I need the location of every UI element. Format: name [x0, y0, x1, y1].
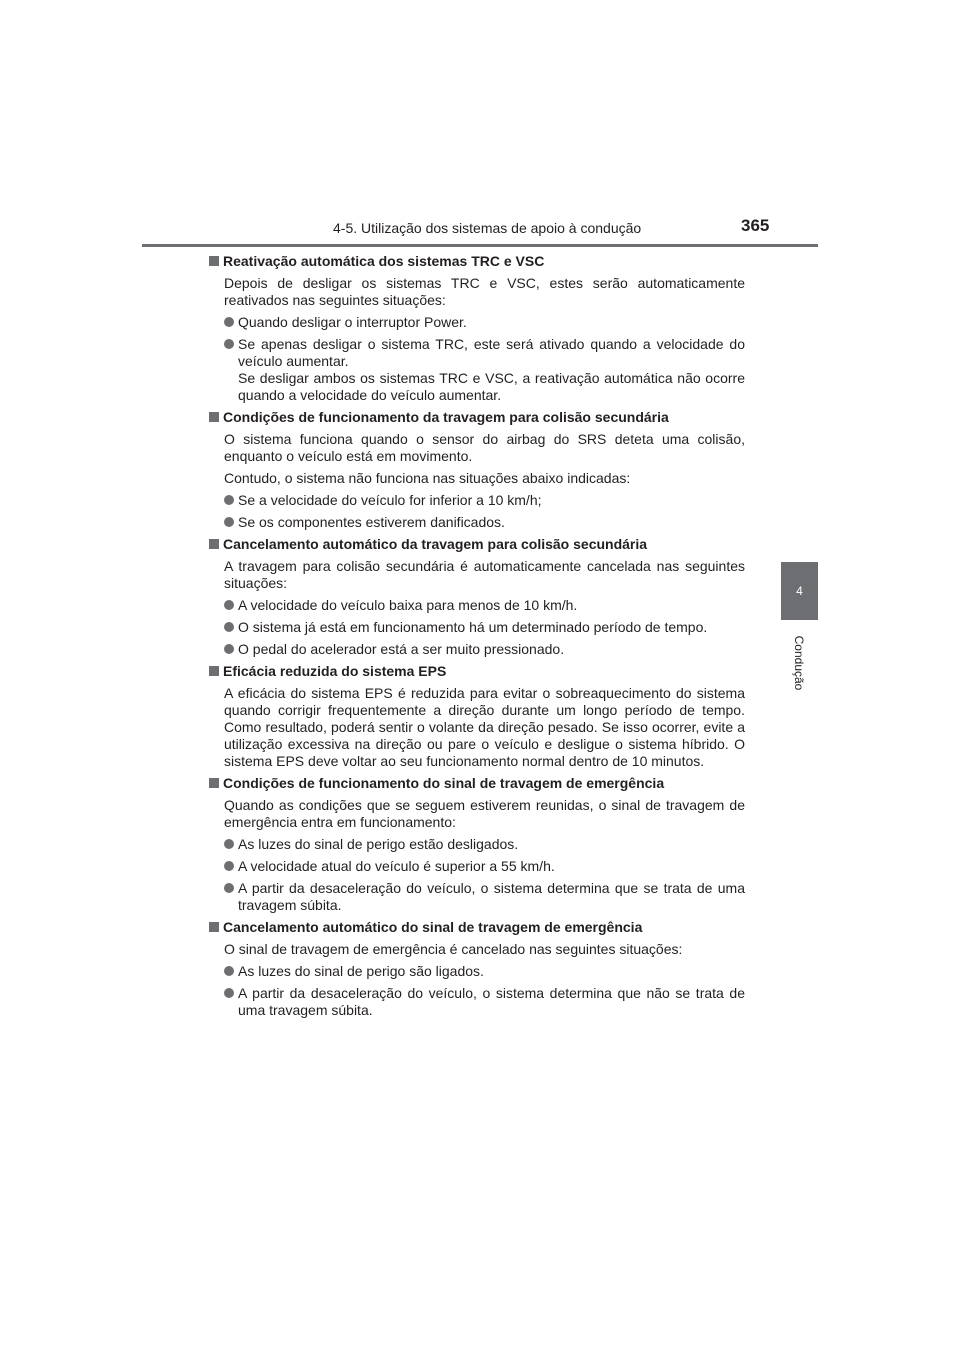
list-item-text: As luzes do sinal de perigo estão desligados.: [238, 836, 519, 852]
list-item-text: As luzes do sinal de perigo são ligados.: [238, 963, 484, 979]
section-title: [208, 536, 745, 553]
list-item-text: Se os componentes estiverem danificados.: [238, 514, 505, 530]
section-title: [208, 663, 745, 680]
paragraph: O sinal de travagem de emergência é cancelado nas seguintes situações:: [224, 941, 683, 957]
list-item: [224, 514, 745, 531]
circle-bullet-icon: [224, 966, 234, 976]
circle-bullet-icon: [224, 883, 234, 893]
square-bullet-icon: [209, 666, 219, 676]
list-item: [224, 963, 745, 980]
chapter-tab: 4: [781, 562, 818, 620]
paragraph: A travagem para colisão secundária é automaticamente cancelada nas seguintes situações:: [224, 558, 745, 591]
list-item-text: O sistema já está em funcionamento há um determinado período de tempo.: [238, 619, 708, 635]
list-item-text: A partir da desaceleração do veículo, o sistema determina que se trata de uma travagem súbita.: [238, 880, 745, 913]
paragraph: O sistema funciona quando o sensor do airbag do SRS deteta uma colisão, enquanto o veículo está em movimento.: [224, 431, 745, 464]
circle-bullet-icon: [224, 861, 234, 871]
list-item: [224, 336, 745, 404]
main-content: [208, 253, 745, 1024]
circle-bullet-icon: [224, 644, 234, 654]
circle-bullet-icon: [224, 988, 234, 998]
list-item-text: O pedal do acelerador está a ser muito pressionado.: [238, 641, 565, 657]
paragraph: Depois de desligar os sistemas TRC e VSC, estes serão automaticamente reativados nas seguintes situações:: [224, 275, 745, 308]
circle-bullet-icon: [224, 600, 234, 610]
circle-bullet-icon: [224, 839, 234, 849]
list-item: [224, 858, 745, 875]
paragraph: Quando as condições que se seguem estiverem reunidas, o sinal de travagem de emergência entra em funcionamento:: [224, 797, 745, 830]
list-item: [224, 985, 745, 1019]
list-item: [224, 597, 745, 614]
square-bullet-icon: [209, 412, 219, 422]
section-title: [208, 253, 745, 270]
list-item-text: Quando desligar o interruptor Power.: [238, 314, 467, 330]
section-title-text: Cancelamento automático da travagem para colisão secundária: [223, 536, 648, 552]
list-item: [224, 641, 745, 658]
section-title-text: Condições de funcionamento da travagem para colisão secundária: [223, 409, 669, 425]
list-item-text: Se a velocidade do veículo for inferior a 10 km/h;: [238, 492, 542, 508]
circle-bullet-icon: [224, 317, 234, 327]
list-item: [224, 492, 745, 509]
section-title-text: Condições de funcionamento do sinal de travagem de emergência: [223, 775, 665, 791]
square-bullet-icon: [209, 922, 219, 932]
list-item: [224, 619, 745, 636]
section-heading: 4-5. Utilização dos sistemas de apoio à condução: [333, 220, 642, 236]
list-item-text: A velocidade do veículo baixa para menos de 10 km/h.: [238, 597, 578, 613]
list-item-text: A velocidade atual do veículo é superior a 55 km/h.: [238, 858, 555, 874]
list-item-text: Se apenas desligar o sistema TRC, este será ativado quando a velocidade do veículo aumentar.: [238, 336, 745, 369]
section-title: [208, 919, 745, 936]
circle-bullet-icon: [224, 517, 234, 527]
section-title: [208, 409, 745, 426]
header-divider: [142, 244, 818, 247]
paragraph: Contudo, o sistema não funciona nas situações abaixo indicadas:: [224, 470, 631, 486]
square-bullet-icon: [209, 778, 219, 788]
list-item: [224, 880, 745, 914]
section-title-text: Reativação automática dos sistemas TRC e VSC: [223, 253, 545, 269]
list-item-text: A partir da desaceleração do veículo, o sistema determina que não se trata de uma travagem súbita.: [238, 985, 745, 1018]
list-item: [224, 836, 745, 853]
list-item-text-continued: Se desligar ambos os sistemas TRC e VSC, a reativação automática não ocorre quando a velocidade do veículo aumentar.: [238, 370, 745, 403]
section-title: [208, 775, 745, 792]
section-title-text: Eficácia reduzida do sistema EPS: [223, 663, 447, 679]
square-bullet-icon: [209, 539, 219, 549]
circle-bullet-icon: [224, 622, 234, 632]
page-number: 365: [741, 216, 770, 235]
circle-bullet-icon: [224, 339, 234, 349]
list-item: [224, 314, 745, 331]
paragraph: A eficácia do sistema EPS é reduzida para evitar o sobreaquecimento do sistema quando corrigir frequentemente a direção durante um longo período de tempo. Como resultado, poderá sentir o volante da direção pesado. Se isso ocorrer, evite a utilização excessiva na direção ou pare o veículo e desligue o sistema híbrido. O sistema EPS deve voltar ao seu funcionamento normal dentro de 10 minutos.: [224, 685, 745, 769]
section-title-text: Cancelamento automático do sinal de travagem de emergência: [223, 919, 643, 935]
chapter-label: Condução: [792, 635, 806, 691]
square-bullet-icon: [209, 256, 219, 266]
circle-bullet-icon: [224, 495, 234, 505]
